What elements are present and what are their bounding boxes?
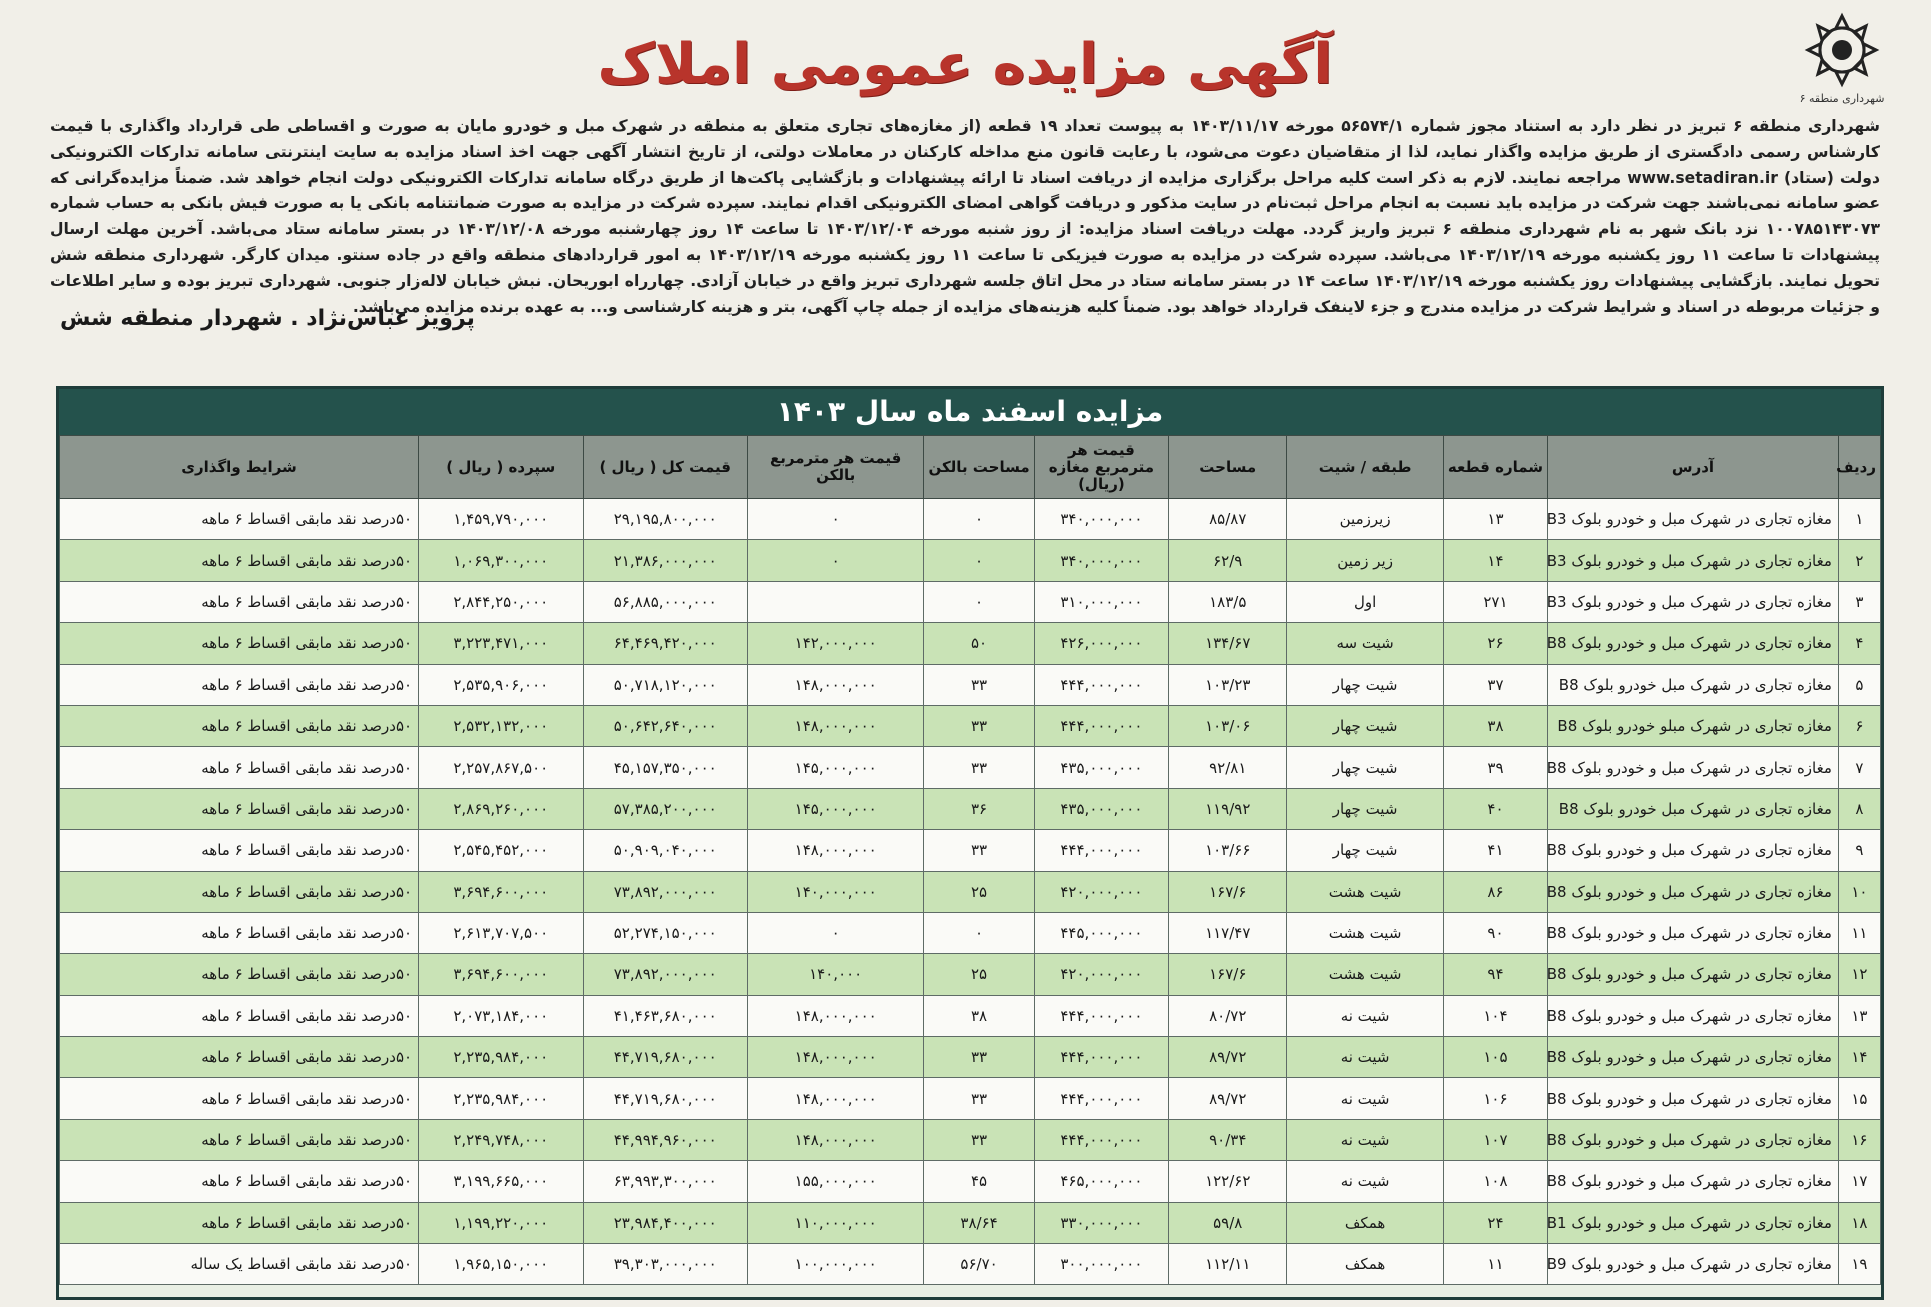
municipality-logo [1794, 12, 1890, 112]
cell-terms: ۵۰درصد نقد مابقی اقساط ۶ ماهه [60, 830, 419, 871]
col-floor: طبقه / شیت [1287, 436, 1443, 499]
cell-price-m2: ۴۴۴,۰۰۰,۰۰۰ [1034, 1037, 1168, 1078]
cell-price-m2: ۴۴۴,۰۰۰,۰۰۰ [1034, 705, 1168, 746]
cell-terms: ۵۰درصد نقد مابقی اقساط ۶ ماهه [60, 581, 419, 622]
table-header-row [60, 436, 1881, 499]
cell-deposit: ۳,۶۹۴,۶۰۰,۰۰۰ [419, 871, 583, 912]
cell-terms: ۵۰درصد نقد مابقی اقساط ۶ ماهه [60, 705, 419, 746]
cell-floor: همکف [1287, 1244, 1443, 1285]
cell-terms: ۵۰درصد نقد مابقی اقساط ۶ ماهه [60, 1119, 419, 1160]
cell-row: ۱۲ [1838, 954, 1880, 995]
cell-deposit: ۱,۱۹۹,۲۲۰,۰۰۰ [419, 1202, 583, 1243]
table-row [60, 581, 1881, 622]
auction-table [59, 435, 1881, 1285]
cell-row: ۱۸ [1838, 1202, 1880, 1243]
cell-deposit: ۲,۲۳۵,۹۸۴,۰۰۰ [419, 1078, 583, 1119]
cell-balcony-area: ۳۳ [924, 830, 1034, 871]
cell-address: مغازه تجاری در شهرک مبل خودرو بلوک B8 [1548, 788, 1839, 829]
cell-deposit: ۲,۲۴۹,۷۴۸,۰۰۰ [419, 1119, 583, 1160]
cell-total: ۴۴,۷۱۹,۶۸۰,۰۰۰ [583, 1037, 747, 1078]
cell-price-m2: ۴۴۴,۰۰۰,۰۰۰ [1034, 664, 1168, 705]
table-title: مزایده اسفند ماه سال ۱۴۰۳ [59, 389, 1881, 435]
cell-balcony-price: ۱۴۸,۰۰۰,۰۰۰ [747, 1078, 923, 1119]
cell-balcony-area: ۳۳ [924, 1037, 1034, 1078]
cell-address: مغازه تجاری در شهرک مبل و خودرو بلوک B8 [1548, 1161, 1839, 1202]
cell-total: ۲۳,۹۸۴,۴۰۰,۰۰۰ [583, 1202, 747, 1243]
cell-balcony-area: ۳۶ [924, 788, 1034, 829]
cell-area: ۱۳۴/۶۷ [1169, 623, 1287, 664]
cell-total: ۷۳,۸۹۲,۰۰۰,۰۰۰ [583, 871, 747, 912]
cell-terms: ۵۰درصد نقد مابقی اقساط ۶ ماهه [60, 871, 419, 912]
cell-price-m2: ۴۴۴,۰۰۰,۰۰۰ [1034, 830, 1168, 871]
cell-row: ۸ [1838, 788, 1880, 829]
cell-balcony-area: ۳۳ [924, 705, 1034, 746]
cell-row: ۱۹ [1838, 1244, 1880, 1285]
cell-total: ۴۴,۷۱۹,۶۸۰,۰۰۰ [583, 1078, 747, 1119]
auction-table-container [56, 386, 1884, 1300]
col-deposit: سپرده ( ریال ) [419, 436, 583, 499]
cell-terms: ۵۰درصد نقد مابقی اقساط ۶ ماهه [60, 1037, 419, 1078]
cell-balcony-area: ۲۵ [924, 954, 1034, 995]
cell-balcony-price: ۱۴۸,۰۰۰,۰۰۰ [747, 1037, 923, 1078]
cell-row: ۹ [1838, 830, 1880, 871]
cell-floor: شیت هشت [1287, 954, 1443, 995]
cell-balcony-price: ۱۱۰,۰۰۰,۰۰۰ [747, 1202, 923, 1243]
cell-row: ۶ [1838, 705, 1880, 746]
signature: پرویز عباس‌نژاد . شهردار منطقه شش [60, 306, 475, 331]
cell-total: ۵۲,۲۷۴,۱۵۰,۰۰۰ [583, 912, 747, 953]
cell-area: ۱۰۳/۰۶ [1169, 705, 1287, 746]
cell-floor: شیت چهار [1287, 747, 1443, 788]
cell-total: ۴۵,۱۵۷,۳۵۰,۰۰۰ [583, 747, 747, 788]
cell-terms: ۵۰درصد نقد مابقی اقساط ۶ ماهه [60, 664, 419, 705]
cell-area: ۱۱۲/۱۱ [1169, 1244, 1287, 1285]
cell-area: ۵۹/۸ [1169, 1202, 1287, 1243]
cell-balcony-price: ۰ [747, 499, 923, 540]
cell-plot: ۱۰۵ [1443, 1037, 1547, 1078]
cell-area: ۱۱۹/۹۲ [1169, 788, 1287, 829]
cell-deposit: ۲,۵۳۲,۱۳۲,۰۰۰ [419, 705, 583, 746]
cell-plot: ۱۰۸ [1443, 1161, 1547, 1202]
cell-row: ۱۷ [1838, 1161, 1880, 1202]
cell-row: ۱۴ [1838, 1037, 1880, 1078]
cell-balcony-area: ۰ [924, 540, 1034, 581]
cell-area: ۸۹/۷۲ [1169, 1037, 1287, 1078]
col-terms: شرایط واگذاری [60, 436, 419, 499]
cell-balcony-area: ۴۵ [924, 1161, 1034, 1202]
table-row [60, 664, 1881, 705]
cell-floor: زیر زمین [1287, 540, 1443, 581]
cell-deposit: ۳,۱۹۹,۶۶۵,۰۰۰ [419, 1161, 583, 1202]
cell-total: ۵۰,۹۰۹,۰۴۰,۰۰۰ [583, 830, 747, 871]
cell-deposit: ۱,۴۵۹,۷۹۰,۰۰۰ [419, 499, 583, 540]
header [40, 10, 1890, 110]
cell-price-m2: ۳۴۰,۰۰۰,۰۰۰ [1034, 499, 1168, 540]
cell-area: ۱۸۳/۵ [1169, 581, 1287, 622]
cell-row: ۴ [1838, 623, 1880, 664]
cell-price-m2: ۴۶۵,۰۰۰,۰۰۰ [1034, 1161, 1168, 1202]
cell-address: مغازه تجاری در شهرک مبل و خودرو بلوک B8 [1548, 747, 1839, 788]
cell-balcony-area: ۲۵ [924, 871, 1034, 912]
cell-floor: شیت سه [1287, 623, 1443, 664]
cell-address: مغازه تجاری در شهرک مبل و خودرو بلوک B3 [1548, 499, 1839, 540]
cell-balcony-price: ۱۴۵,۰۰۰,۰۰۰ [747, 788, 923, 829]
cell-terms: ۵۰درصد نقد مابقی اقساط ۶ ماهه [60, 954, 419, 995]
cell-balcony-area: ۳۳ [924, 1078, 1034, 1119]
cell-area: ۸۰/۷۲ [1169, 995, 1287, 1036]
cell-deposit: ۳,۶۹۴,۶۰۰,۰۰۰ [419, 954, 583, 995]
cell-deposit: ۳,۲۲۳,۴۷۱,۰۰۰ [419, 623, 583, 664]
cell-floor: همکف [1287, 1202, 1443, 1243]
cell-deposit: ۱,۰۶۹,۳۰۰,۰۰۰ [419, 540, 583, 581]
cell-plot: ۲۷۱ [1443, 581, 1547, 622]
cell-area: ۱۱۷/۴۷ [1169, 912, 1287, 953]
cell-area: ۸۹/۷۲ [1169, 1078, 1287, 1119]
cell-row: ۱۵ [1838, 1078, 1880, 1119]
cell-total: ۶۳,۹۹۳,۳۰۰,۰۰۰ [583, 1161, 747, 1202]
cell-plot: ۴۱ [1443, 830, 1547, 871]
cell-terms: ۵۰درصد نقد مابقی اقساط ۶ ماهه [60, 499, 419, 540]
cell-address: مغازه تجاری در شهرک مبل و خودرو بلوک B8 [1548, 871, 1839, 912]
cell-balcony-area: ۵۶/۷۰ [924, 1244, 1034, 1285]
cell-row: ۱ [1838, 499, 1880, 540]
cell-balcony-area: ۳۸/۶۴ [924, 1202, 1034, 1243]
table-row [60, 1202, 1881, 1243]
cell-balcony-area: ۳۸ [924, 995, 1034, 1036]
table-row [60, 1078, 1881, 1119]
cell-row: ۲ [1838, 540, 1880, 581]
cell-terms: ۵۰درصد نقد مابقی اقساط ۶ ماهه [60, 788, 419, 829]
cell-price-m2: ۴۴۴,۰۰۰,۰۰۰ [1034, 1078, 1168, 1119]
notice-body: شهرداری منطقه ۶ تبریز در نظر دارد به استناد مجوز شماره ۵۶۵۷۴/۱ مورخه ۱۴۰۳/۱۱/۱۷ به پیوست تعداد ۱۹ قطعه (از مغازه‌های تجاری متعلق به منطقه در شهرک مبل و خودرو مایان به صورت و اقساطی طی قرارداد واگذاری با قیمت کارشناس رسمی دادگستری از طریق مزایده واگذار نماید، لذا از متقاضیان دعوت می‌شود، با رعایت قانون منع مداخله کارکنان در معاملات دولتی، از تاریخ انتشار آگهی جهت اخذ اسناد مزایده به سایت اینترنتی سامانه تدارکات الکترونیکی دولت (ستاد) www.setadiran.ir مراجعه نمایند. لازم به ذکر است کلیه مراحل برگزاری مزایده از دریافت اسناد تا ارائه پیشنهادات و بازگشایی پاکت‌ها از طریق درگاه سامانه تدارکات الکترونیکی دولت انجام خواهد شد. ضمناً مزایده‌گرانی که عضو سامانه نمی‌باشند جهت شرکت در مزایده باید نسبت به انجام مراحل ثبت‌نام در سایت مذکور و دریافت گواهی امضای الکترونیکی اقدام نمایند. سپرده شرکت در مزایده به صورت ضمانتنامه بانکی یا به صورت فیش بانکی به حساب شماره ۱۰۰۷۸۵۱۴۳۰۷۳ نزد بانک شهر به نام شهرداری منطقه ۶ تبریز واریز گردد. مهلت دریافت اسناد مزایده: از روز شنبه مورخه ۱۴۰۳/۱۲/۰۴ تا ساعت ۱۴ روز چهارشنبه مورخه ۱۴۰۳/۱۲/۰۸ در بستر سامانه ستاد می‌باشد. آخرین مهلت ارسال پیشنهادات تا ساعت ۱۱ روز یکشنبه مورخه ۱۴۰۳/۱۲/۱۹ می‌باشد. سپرده شرکت در مزایده به صورت فیزیکی تا ساعت ۱۱ روز یکشنبه مورخه ۱۴۰۳/۱۲/۱۹ به امور قراردادهای منطقه واقع در جاده سنتو. میدان کارگر. شهرداری منطقه شش تحویل نمایند. بازگشایی پیشنهادات روز یکشنبه مورخه ۱۴۰۳/۱۲/۱۹ ساعت ۱۴ در بستر سامانه ستاد در محل اتاق جلسه شهرداری تبریز واقع در خیابان آزادی. چهارراه ابوریحان. نبش خیابان لاله‌زار جنوبی. شهرداری تبریز بوده و سایر اطلاعات و جزئیات مربوطه در اسناد و شرایط شرکت در مزایده مندرج و جزء لاینفک قرارداد خواهد بود. ضمناً کلیه هزینه‌های مزایده از جمله چاپ آگهی، بتر و هزینه کارشناسی و... به عهده برنده مزایده می‌باشد. [50, 117, 1880, 316]
cell-total: ۵۶,۸۸۵,۰۰۰,۰۰۰ [583, 581, 747, 622]
col-balcony-area: مساحت بالکن [924, 436, 1034, 499]
cell-balcony-price: ۱۴۲,۰۰۰,۰۰۰ [747, 623, 923, 664]
cell-total: ۵۰,۶۴۲,۶۴۰,۰۰۰ [583, 705, 747, 746]
cell-plot: ۳۷ [1443, 664, 1547, 705]
cell-balcony-price: ۱۴۸,۰۰۰,۰۰۰ [747, 995, 923, 1036]
cell-balcony-area: ۰ [924, 912, 1034, 953]
cell-area: ۱۲۲/۶۲ [1169, 1161, 1287, 1202]
cell-area: ۱۰۳/۲۳ [1169, 664, 1287, 705]
cell-plot: ۱۰۷ [1443, 1119, 1547, 1160]
cell-row: ۱۰ [1838, 871, 1880, 912]
cell-floor: شیت نه [1287, 1037, 1443, 1078]
col-address: آدرس [1548, 436, 1839, 499]
cell-floor: شیت نه [1287, 1119, 1443, 1160]
cell-balcony-price: ۱۵۵,۰۰۰,۰۰۰ [747, 1161, 923, 1202]
cell-address: مغازه تجاری در شهرک مبل و خودرو بلوک B3 [1548, 581, 1839, 622]
cell-plot: ۲۴ [1443, 1202, 1547, 1243]
table-row [60, 871, 1881, 912]
logo-caption: شهرداری منطقه ۶ [1799, 92, 1885, 105]
col-balcony-price: قیمت هر مترمربع بالکن [747, 436, 923, 499]
cell-deposit: ۲,۰۷۳,۱۸۴,۰۰۰ [419, 995, 583, 1036]
cell-row: ۷ [1838, 747, 1880, 788]
cell-row: ۱۳ [1838, 995, 1880, 1036]
cell-floor: اول [1287, 581, 1443, 622]
cell-price-m2: ۴۲۰,۰۰۰,۰۰۰ [1034, 954, 1168, 995]
table-body [60, 499, 1881, 1285]
cell-floor: شیت هشت [1287, 912, 1443, 953]
cell-address: مغازه تجاری در شهرک مبل و خودرو بلوک B8 [1548, 912, 1839, 953]
cell-price-m2: ۴۴۴,۰۰۰,۰۰۰ [1034, 1119, 1168, 1160]
cell-balcony-price: ۱۴۸,۰۰۰,۰۰۰ [747, 1119, 923, 1160]
cell-plot: ۲۶ [1443, 623, 1547, 664]
col-row: ردیف [1838, 436, 1880, 499]
cell-balcony-price: ۱۴۸,۰۰۰,۰۰۰ [747, 705, 923, 746]
cell-total: ۴۱,۴۶۳,۶۸۰,۰۰۰ [583, 995, 747, 1036]
cell-area: ۹۰/۳۴ [1169, 1119, 1287, 1160]
cell-price-m2: ۴۲۶,۰۰۰,۰۰۰ [1034, 623, 1168, 664]
table-row [60, 830, 1881, 871]
cell-total: ۷۳,۸۹۲,۰۰۰,۰۰۰ [583, 954, 747, 995]
cell-balcony-price: ۱۰۰,۰۰۰,۰۰۰ [747, 1244, 923, 1285]
cell-balcony-area: ۳۳ [924, 1119, 1034, 1160]
cell-price-m2: ۴۳۵,۰۰۰,۰۰۰ [1034, 747, 1168, 788]
cell-price-m2: ۳۳۰,۰۰۰,۰۰۰ [1034, 1202, 1168, 1243]
cell-floor: شیت نه [1287, 1161, 1443, 1202]
cell-balcony-price [747, 581, 923, 622]
cell-floor: شیت چهار [1287, 664, 1443, 705]
cell-terms: ۵۰درصد نقد مابقی اقساط ۶ ماهه [60, 1202, 419, 1243]
cell-balcony-price: ۰ [747, 540, 923, 581]
col-area: مساحت [1169, 436, 1287, 499]
cell-plot: ۹۰ [1443, 912, 1547, 953]
table-row [60, 995, 1881, 1036]
cell-address: مغازه تجاری در شهرک مبل و خودرو بلوک B8 [1548, 830, 1839, 871]
cell-row: ۱۱ [1838, 912, 1880, 953]
cell-terms: ۵۰درصد نقد مابقی اقساط ۶ ماهه [60, 912, 419, 953]
cell-total: ۳۹,۳۰۳,۰۰۰,۰۰۰ [583, 1244, 747, 1285]
cell-address: مغازه تجاری در شهرک مبل خودرو بلوک B8 [1548, 664, 1839, 705]
cell-balcony-area: ۳۳ [924, 664, 1034, 705]
cell-terms: ۵۰درصد نقد مابقی اقساط ۶ ماهه [60, 1078, 419, 1119]
cell-price-m2: ۴۴۴,۰۰۰,۰۰۰ [1034, 995, 1168, 1036]
cell-total: ۵۰,۷۱۸,۱۲۰,۰۰۰ [583, 664, 747, 705]
cell-price-m2: ۴۲۰,۰۰۰,۰۰۰ [1034, 871, 1168, 912]
cell-area: ۸۵/۸۷ [1169, 499, 1287, 540]
cell-deposit: ۲,۵۴۵,۴۵۲,۰۰۰ [419, 830, 583, 871]
cell-total: ۲۱,۳۸۶,۰۰۰,۰۰۰ [583, 540, 747, 581]
cell-balcony-area: ۳۳ [924, 747, 1034, 788]
cell-plot: ۱۳ [1443, 499, 1547, 540]
cell-area: ۹۲/۸۱ [1169, 747, 1287, 788]
cell-address: مغازه تجاری در شهرک مبل و خودرو بلوک B8 [1548, 1037, 1839, 1078]
table-row [60, 499, 1881, 540]
cell-row: ۳ [1838, 581, 1880, 622]
cell-plot: ۹۴ [1443, 954, 1547, 995]
cell-plot: ۱۰۴ [1443, 995, 1547, 1036]
cell-balcony-area: ۰ [924, 581, 1034, 622]
cell-total: ۲۹,۱۹۵,۸۰۰,۰۰۰ [583, 499, 747, 540]
cell-floor: شیت نه [1287, 995, 1443, 1036]
table-row [60, 540, 1881, 581]
table-row [60, 1161, 1881, 1202]
cell-terms: ۵۰درصد نقد مابقی اقساط یک ساله [60, 1244, 419, 1285]
cell-deposit: ۲,۲۵۷,۸۶۷,۵۰۰ [419, 747, 583, 788]
cell-balcony-price: ۱۴۵,۰۰۰,۰۰۰ [747, 747, 923, 788]
table-row [60, 912, 1881, 953]
cell-price-m2: ۳۰۰,۰۰۰,۰۰۰ [1034, 1244, 1168, 1285]
cell-total: ۴۴,۹۹۴,۹۶۰,۰۰۰ [583, 1119, 747, 1160]
cell-address: مغازه تجاری در شهرک مبلو خودرو بلوک B8 [1548, 705, 1839, 746]
municipality-emblem-icon [1800, 12, 1884, 90]
cell-total: ۶۴,۴۶۹,۴۲۰,۰۰۰ [583, 623, 747, 664]
cell-deposit: ۲,۵۳۵,۹۰۶,۰۰۰ [419, 664, 583, 705]
cell-terms: ۵۰درصد نقد مابقی اقساط ۶ ماهه [60, 1161, 419, 1202]
col-plot: شماره قطعه [1443, 436, 1547, 499]
cell-plot: ۳۸ [1443, 705, 1547, 746]
cell-balcony-price: ۱۴۰,۰۰۰,۰۰۰ [747, 871, 923, 912]
col-price-m2: قیمت هر مترمربع مغازه (ریال) [1034, 436, 1168, 499]
cell-address: مغازه تجاری در شهرک مبل و خودرو بلوک B3 [1548, 540, 1839, 581]
cell-plot: ۱۴ [1443, 540, 1547, 581]
cell-terms: ۵۰درصد نقد مابقی اقساط ۶ ماهه [60, 995, 419, 1036]
col-total: قیمت کل ( ریال ) [583, 436, 747, 499]
cell-row: ۱۶ [1838, 1119, 1880, 1160]
cell-deposit: ۲,۸۴۴,۲۵۰,۰۰۰ [419, 581, 583, 622]
cell-area: ۱۰۳/۶۶ [1169, 830, 1287, 871]
cell-address: مغازه تجاری در شهرک مبل و خودرو بلوک B8 [1548, 1078, 1839, 1119]
cell-plot: ۱۱ [1443, 1244, 1547, 1285]
cell-balcony-price: ۱۴۸,۰۰۰,۰۰۰ [747, 664, 923, 705]
auction-notice [40, 10, 1890, 1300]
cell-terms: ۵۰درصد نقد مابقی اقساط ۶ ماهه [60, 540, 419, 581]
cell-area: ۱۶۷/۶ [1169, 954, 1287, 995]
cell-balcony-price: ۱۴۸,۰۰۰,۰۰۰ [747, 830, 923, 871]
cell-floor: شیت چهار [1287, 705, 1443, 746]
cell-floor: شیت چهار [1287, 788, 1443, 829]
cell-area: ۶۲/۹ [1169, 540, 1287, 581]
cell-terms: ۵۰درصد نقد مابقی اقساط ۶ ماهه [60, 623, 419, 664]
cell-row: ۵ [1838, 664, 1880, 705]
cell-plot: ۳۹ [1443, 747, 1547, 788]
cell-terms: ۵۰درصد نقد مابقی اقساط ۶ ماهه [60, 747, 419, 788]
cell-floor: شیت چهار [1287, 830, 1443, 871]
cell-address: مغازه تجاری در شهرک مبل و خودرو بلوک B8 [1548, 954, 1839, 995]
cell-address: مغازه تجاری در شهرک مبل و خودرو بلوک B9 [1548, 1244, 1839, 1285]
cell-deposit: ۲,۲۳۵,۹۸۴,۰۰۰ [419, 1037, 583, 1078]
cell-floor: زیرزمین [1287, 499, 1443, 540]
cell-price-m2: ۳۴۰,۰۰۰,۰۰۰ [1034, 540, 1168, 581]
cell-floor: شیت هشت [1287, 871, 1443, 912]
cell-price-m2: ۴۳۵,۰۰۰,۰۰۰ [1034, 788, 1168, 829]
cell-price-m2: ۴۴۵,۰۰۰,۰۰۰ [1034, 912, 1168, 953]
cell-deposit: ۲,۶۱۳,۷۰۷,۵۰۰ [419, 912, 583, 953]
table-row [60, 705, 1881, 746]
table-row [60, 1244, 1881, 1285]
cell-price-m2: ۳۱۰,۰۰۰,۰۰۰ [1034, 581, 1168, 622]
cell-plot: ۱۰۶ [1443, 1078, 1547, 1119]
table-row [60, 788, 1881, 829]
cell-area: ۱۶۷/۶ [1169, 871, 1287, 912]
cell-floor: شیت نه [1287, 1078, 1443, 1119]
page-title: آگهی مزایده عمومی املاک [597, 32, 1333, 97]
cell-balcony-price: ۰ [747, 912, 923, 953]
cell-plot: ۸۶ [1443, 871, 1547, 912]
cell-balcony-area: ۰ [924, 499, 1034, 540]
cell-address: مغازه تجاری در شهرک مبل و خودرو بلوک B8 [1548, 995, 1839, 1036]
cell-address: مغازه تجاری در شهرک مبل و خودرو بلوک B8 [1548, 623, 1839, 664]
cell-deposit: ۲,۸۶۹,۲۶۰,۰۰۰ [419, 788, 583, 829]
table-row [60, 954, 1881, 995]
table-row [60, 1037, 1881, 1078]
cell-address: مغازه تجاری در شهرک مبل و خودرو بلوک B1 [1548, 1202, 1839, 1243]
cell-balcony-area: ۵۰ [924, 623, 1034, 664]
cell-balcony-price: ۱۴۰,۰۰۰ [747, 954, 923, 995]
cell-total: ۵۷,۳۸۵,۲۰۰,۰۰۰ [583, 788, 747, 829]
table-row [60, 623, 1881, 664]
table-row [60, 1119, 1881, 1160]
cell-deposit: ۱,۹۶۵,۱۵۰,۰۰۰ [419, 1244, 583, 1285]
cell-address: مغازه تجاری در شهرک مبل و خودرو بلوک B8 [1548, 1119, 1839, 1160]
table-row [60, 747, 1881, 788]
cell-plot: ۴۰ [1443, 788, 1547, 829]
